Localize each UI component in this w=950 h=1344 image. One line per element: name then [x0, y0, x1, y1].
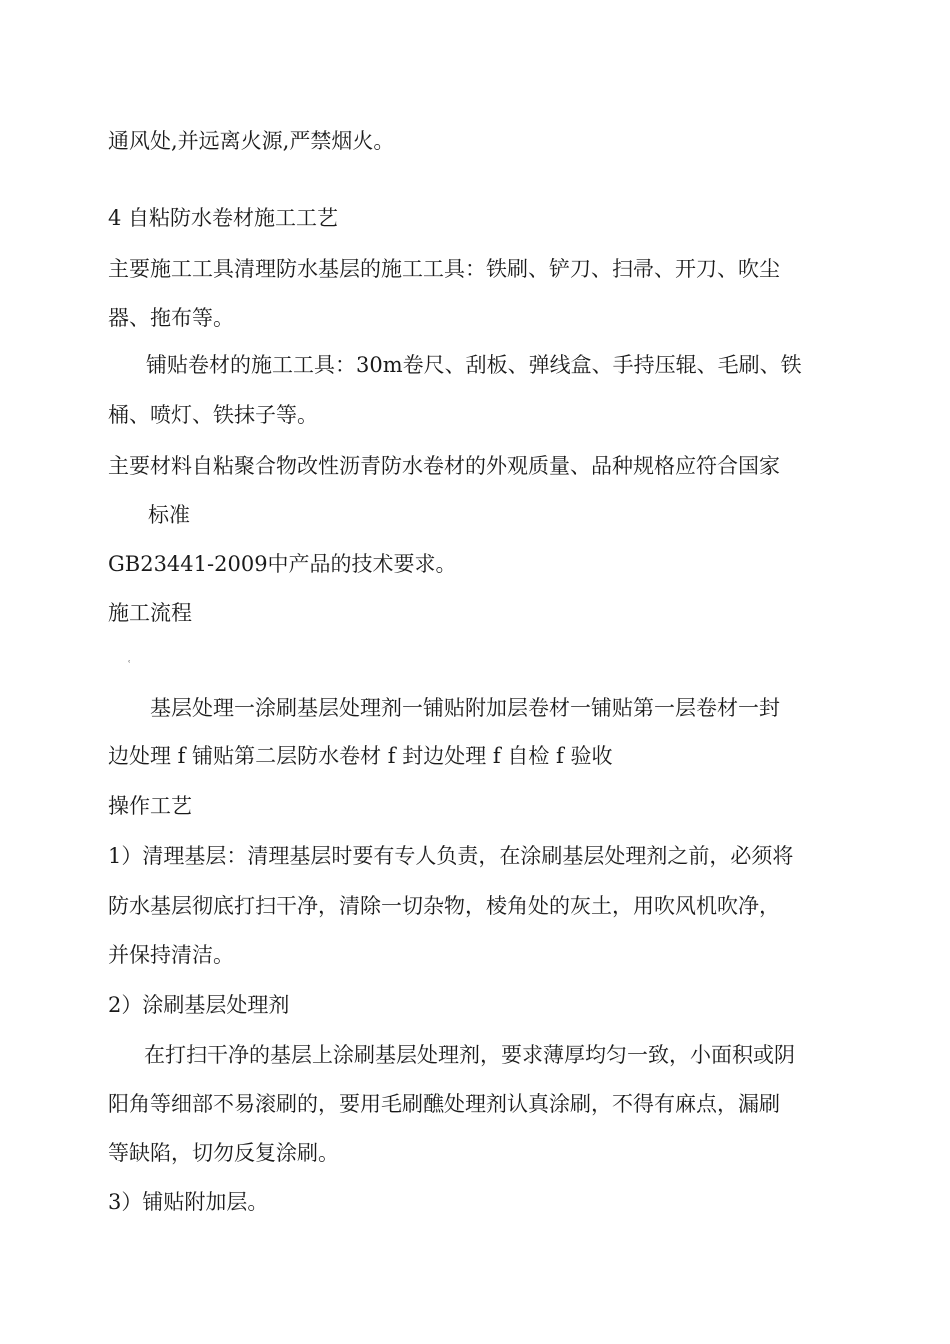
- subheading-process-flow: 施工流程: [108, 601, 192, 625]
- stray-mark: ʿ: [128, 660, 131, 670]
- text-line-8: 标准: [148, 503, 190, 527]
- text-line-21: 3）铺贴附加层。: [108, 1190, 269, 1214]
- text-line-14: 1）清理基层：清理基层时要有专人负责，在涂刷基层处理剂之前，必须将: [108, 844, 794, 868]
- text-line-9: GB23441-2009中产品的技术要求。: [108, 552, 457, 576]
- text-line-16: 并保持清洁。: [108, 943, 234, 967]
- text-line-5: 铺贴卷材的施工工具：30m卷尺、刮板、弹线盒、手持压辊、毛刷、铁: [146, 353, 802, 377]
- text-line-11: 基层处理一涂刷基层处理剂一铺贴附加层卷材一铺贴第一层卷材一封: [150, 696, 780, 720]
- text-line-7: 主要材料自粘聚合物改性沥青防水卷材的外观质量、品种规格应符合国家: [108, 454, 780, 478]
- text-line-17: 2）涂刷基层处理剂: [108, 993, 290, 1017]
- text-line-12: 边处理 f 铺贴第二层防水卷材 f 封边处理 f 自检 f 验收: [108, 744, 613, 768]
- text-line-18: 在打扫干净的基层上涂刷基层处理剂，要求薄厚均匀一致，小面积或阴: [144, 1043, 795, 1067]
- text-line-1: 通风处,并远离火源,严禁烟火。: [108, 129, 395, 153]
- section-heading-4: 4 自粘防水卷材施工工艺: [108, 206, 339, 230]
- text-line-15: 防水基层彻底打扫干净，清除一切杂物，棱角处的灰土，用吹风机吹净，: [108, 894, 780, 918]
- text-line-4: 器、拖布等。: [108, 306, 234, 330]
- text-line-3: 主要施工工具清理防水基层的施工工具：铁刷、铲刀、扫帚、开刀、吹尘: [108, 257, 780, 281]
- text-line-19: 阳角等细部不易滚刷的，要用毛刷醮处理剂认真涂刷，不得有麻点，漏刷: [108, 1092, 780, 1116]
- text-line-20: 等缺陷，切勿反复涂刷。: [108, 1141, 339, 1165]
- subheading-operation: 操作工艺: [108, 794, 192, 818]
- text-line-6: 桶、喷灯、铁抹子等。: [108, 403, 318, 427]
